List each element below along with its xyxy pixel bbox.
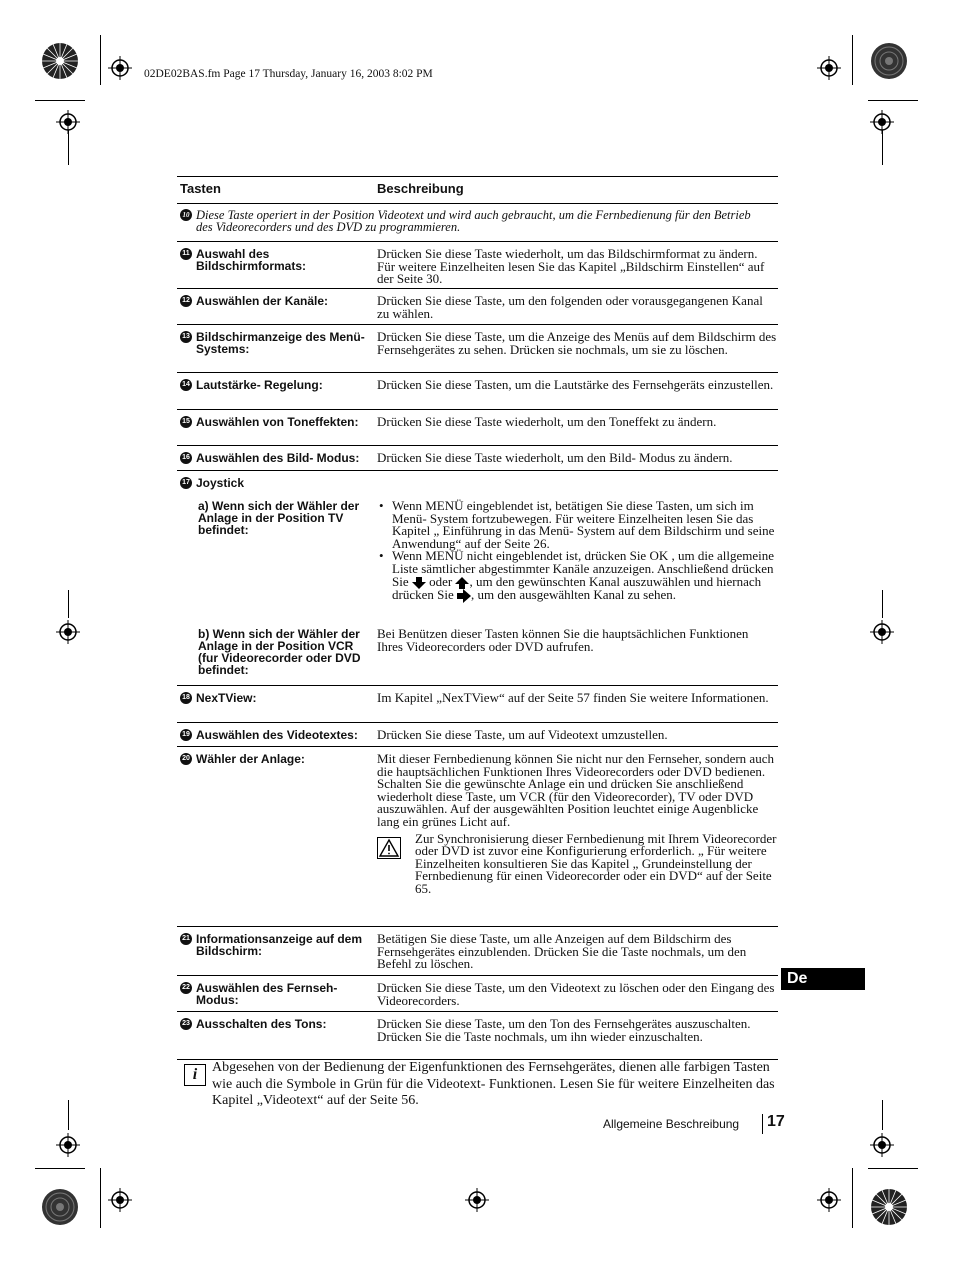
color-rosette-top-right bbox=[870, 42, 908, 80]
row-key-label: Auswählen des Bild- Modus: bbox=[196, 451, 360, 465]
table-row bbox=[177, 976, 778, 1012]
table-row bbox=[177, 927, 778, 976]
registration-mark bbox=[870, 1133, 894, 1157]
language-tab: De bbox=[781, 968, 865, 990]
row-description: Drücken Sie diese Taste, um den Videotext zu löschen oder den Eingang des Videorecorders. bbox=[377, 980, 775, 1008]
key-number-badge: 10 bbox=[180, 209, 192, 221]
key-number-badge: 16 bbox=[180, 452, 192, 464]
footer-section-title: Allgemeine Beschreibung bbox=[603, 1117, 740, 1131]
row-description: Drücken Sie diese Tasten, um die Lautstärke des Fernsehgeräts einzustellen. bbox=[377, 377, 774, 392]
row-description: Betätigen Sie diese Taste, um alle Anzeigen auf dem Bildschirm des Fernsehgerätes einzublenden. Drücken Sie die Taste nochmals, um den Befehl zu löschen. bbox=[377, 931, 747, 972]
row-description: Drücken Sie diese Taste, um auf Videotext umzustellen. bbox=[377, 727, 668, 742]
table-row bbox=[177, 410, 778, 446]
color-rosette-bottom-right bbox=[870, 1188, 908, 1226]
list-item: • Wenn MENÜ eingeblendet ist, betätigen Sie diese Tasten, um sich im Menü- System fortzubewegen. Für weitere Einzelheiten lesen Sie das Kapitel „ Einführung in das Menü- System auf dem Bildschirm und seine Anwendung“ auf der Seite 26. bbox=[392, 500, 777, 550]
warning-icon bbox=[377, 837, 401, 859]
row-key-label: Auswählen der Kanäle: bbox=[196, 294, 329, 308]
registration-mark bbox=[817, 56, 841, 80]
key-number-badge: 13 bbox=[180, 331, 192, 343]
row-description: Drücken Sie diese Taste, um die Anzeige des Menüs auf dem Bildschirm des Fernsehgerätes zu sehen. Drücken sie nochmals, um sie zu löschen. bbox=[377, 329, 777, 357]
trim-line bbox=[100, 1168, 101, 1228]
warning-note: Zur Synchronisierung dieser Fernbedienung mit Ihrem Videorecorder oder DVD ist zuvor eine Konfigurierung erforderlich. „ Für weitere Einzelheiten konsultieren Sie das Kapitel „ Grundeinstellung der Fernbedienung für einen Videorecorder oder ein DVD“ auf der Seite 65. bbox=[415, 830, 777, 896]
color-rosette-top-left bbox=[41, 42, 79, 80]
key-description-table bbox=[177, 176, 778, 1060]
row-description: Drücken Sie diese Taste, um den Ton des Fernsehgerätes auszuschalten. Drücken Sie die Taste nochmals, um ihn wieder einzuschalten. bbox=[377, 1016, 751, 1044]
trim-line bbox=[68, 1100, 69, 1130]
trim-line bbox=[882, 1100, 883, 1130]
registration-mark bbox=[870, 620, 894, 644]
row-key-label: Wähler der Anlage: bbox=[196, 752, 305, 766]
row-key-label: Auswählen des Videotextes: bbox=[196, 728, 358, 742]
row-description: Drücken Sie diese Taste wiederholt, um den Bild- Modus zu ändern. bbox=[377, 450, 733, 465]
paragraph: Mit dieser Fernbedienung können Sie nicht nur den Fernseher, sondern auch die hauptsächlichen Funktionen Ihres Videorecorders oder DVD bedienen. bbox=[377, 751, 774, 779]
row-key-label: Bildschirmanzeige des Menü- Systems: bbox=[196, 330, 365, 356]
trim-line bbox=[852, 1168, 853, 1228]
info-icon: i bbox=[184, 1064, 206, 1086]
color-rosette-bottom-left bbox=[41, 1188, 79, 1226]
column-header-keys: Tasten bbox=[180, 181, 221, 196]
key-number-badge: 22 bbox=[180, 982, 192, 994]
table-row bbox=[177, 723, 778, 747]
key-number-badge: 17 bbox=[180, 477, 192, 489]
registration-mark bbox=[56, 620, 80, 644]
registration-mark bbox=[465, 1188, 489, 1212]
row-description: Drücken Sie diese Taste wiederholt, um den Toneffekt zu ändern. bbox=[377, 414, 717, 429]
table-row bbox=[177, 1012, 778, 1060]
row-key-label: Auswählen von Toneffekten: bbox=[196, 415, 359, 429]
trim-line bbox=[68, 130, 69, 165]
info-note: Abgesehen von der Bedienung der Eigenfunktionen des Fernsehgerätes, dienen alle farbigen Tasten wie auch die Symbole in Grün für die Videotext- Funktionen. Lesen Sie für weitere Einzelheiten das Kapitel „Videotext“ auf der Seite 56. bbox=[212, 1060, 775, 1108]
row-key-label: NexTView: bbox=[196, 691, 257, 705]
row-key-label: Informationsanzeige auf dem Bildschirm: bbox=[196, 932, 363, 958]
paragraph: Schalten Sie die gewünschte Anlage ein und drücken Sie anschließend wiederholt diese Taste, um VCR (für den Videorecorder), TV oder DVD auszuwählen. Auf der ausgewählten Position leuchtet einige Augenblicke lang ein grünes Licht auf. bbox=[377, 776, 759, 829]
list-item: • Wenn MENÜ nicht eingeblendet ist, drücken Sie OK , um die allgemeine Liste sämtlicher abgestimmter Kanäle anzuzeigen. Anschließend drücken Sie oder , um den gewünschten Kanal auszuwählen und hiernach drücken Sie , um den ausgewählten Kanal zu sehen. bbox=[392, 550, 777, 602]
table-row bbox=[177, 242, 778, 289]
table-header bbox=[177, 176, 778, 204]
trim-line bbox=[868, 100, 918, 101]
file-info-header: 02DE02BAS.fm Page 17 Thursday, January 16, 2003 8:02 PM bbox=[144, 68, 433, 80]
page-number: 17 bbox=[767, 1113, 785, 1130]
table-row bbox=[177, 204, 778, 242]
key-number-badge: 15 bbox=[180, 416, 192, 428]
table-row bbox=[177, 325, 778, 373]
trim-line bbox=[852, 35, 853, 85]
trim-line bbox=[868, 1168, 918, 1169]
table-row bbox=[177, 686, 778, 723]
column-header-description: Beschreibung bbox=[377, 181, 464, 196]
key-number-badge: 18 bbox=[180, 692, 192, 704]
row-description: Im Kapitel „NexTView“ auf der Seite 57 finden Sie weitere Informationen. bbox=[377, 690, 769, 705]
key-number-badge: 19 bbox=[180, 729, 192, 741]
joystick-mode-vcr-label: b) Wenn sich der Wähler der Anlage in der Position VCR (fur Videorecorder oder DVD befindet: bbox=[198, 627, 361, 677]
row-description: Diese Taste operiert in der Position Videotext und wird auch gebraucht, um die Fernbedienung für den Betrieb des Videorecorders und des DVD zu programmieren. bbox=[196, 208, 751, 234]
joystick-mode-vcr-description: Bei Benützen dieser Tasten können Sie die hauptsächlichen Funktionen Ihres Videorecorders oder DVD aufrufen. bbox=[377, 626, 749, 654]
registration-mark bbox=[56, 1133, 80, 1157]
arrow-up-icon bbox=[455, 577, 469, 589]
row-key-label: Joystick bbox=[196, 476, 245, 490]
trim-line bbox=[35, 100, 85, 101]
table-row bbox=[177, 289, 778, 325]
key-number-badge: 14 bbox=[180, 379, 192, 391]
joystick-mode-tv-label: a) Wenn sich der Wähler der Anlage in der Position TV befindet: bbox=[198, 499, 360, 537]
trim-line bbox=[882, 130, 883, 165]
row-key-label: Auswählen des Fernseh- Modus: bbox=[196, 981, 338, 1007]
registration-mark bbox=[108, 56, 132, 80]
trim-line bbox=[35, 1168, 85, 1169]
registration-mark bbox=[108, 1188, 132, 1212]
key-number-badge: 11 bbox=[180, 248, 192, 260]
footer-divider bbox=[762, 1114, 763, 1134]
table-row bbox=[177, 446, 778, 471]
row-key-label: Auswahl des Bildschirmformats: bbox=[196, 247, 307, 273]
table-row bbox=[177, 373, 778, 410]
row-description: Drücken Sie diese Taste wiederholt, um das Bildschirmformat zu ändern. Für weitere Einzelheiten lesen Sie das Kapitel „Bildschirm Einstellen“ auf der Seite 30. bbox=[377, 246, 765, 287]
key-number-badge: 12 bbox=[180, 295, 192, 307]
trim-line bbox=[882, 590, 883, 618]
arrow-right-icon bbox=[457, 589, 471, 603]
row-key-label: Lautstärke- Regelung: bbox=[196, 378, 323, 392]
trim-line bbox=[100, 35, 101, 85]
registration-mark bbox=[817, 1188, 841, 1212]
table-row-joystick bbox=[177, 471, 778, 686]
row-key-label: Ausschalten des Tons: bbox=[196, 1017, 327, 1031]
table-row bbox=[177, 747, 778, 927]
trim-line bbox=[68, 590, 69, 618]
key-number-badge: 23 bbox=[180, 1018, 192, 1030]
key-number-badge: 20 bbox=[180, 753, 192, 765]
row-description: Drücken Sie diese Taste, um den folgenden oder vorausgegangenen Kanal zu wählen. bbox=[377, 293, 763, 321]
key-number-badge: 21 bbox=[180, 933, 192, 945]
